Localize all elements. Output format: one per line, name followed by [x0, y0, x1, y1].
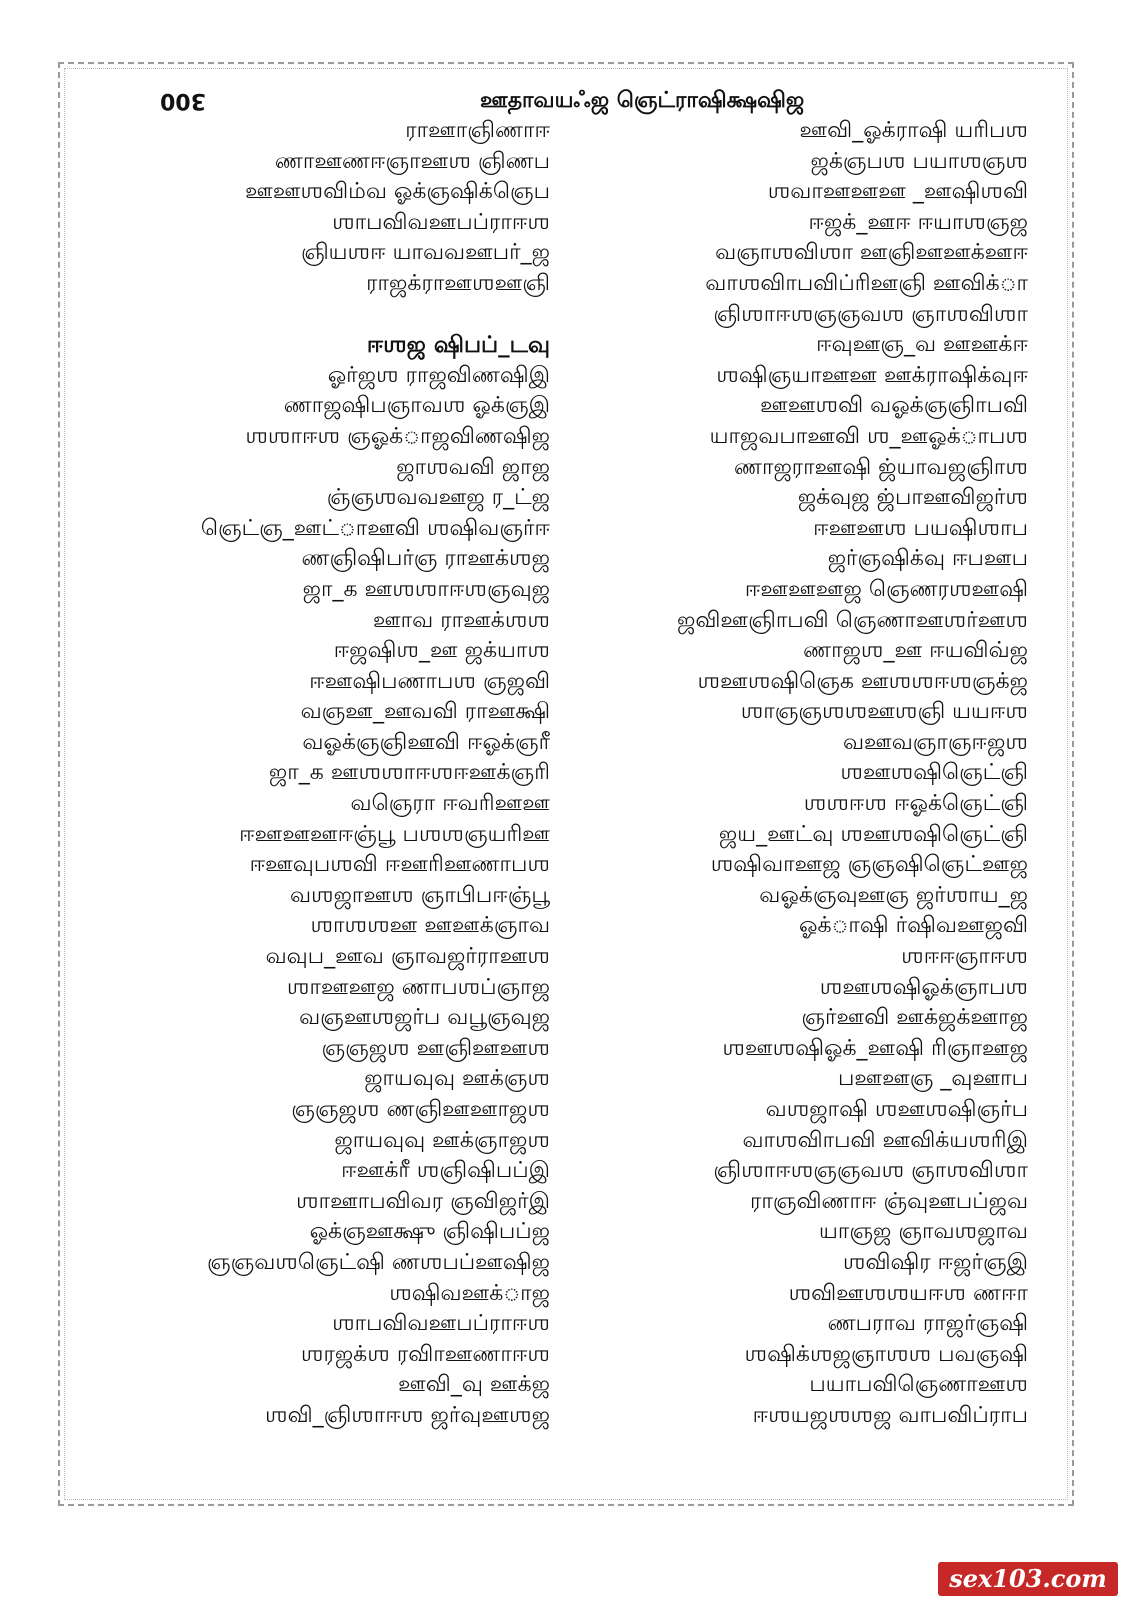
left-column-line: ஶவி_ஞிஶாஈஶ ஜர்வுஊஶஜ: [264, 1402, 550, 1428]
right-column-line: ஶாஞஞஶஶஊஶஞி யயஈஶ: [740, 699, 1028, 725]
right-column-line: ஶவாஊஊஊ _ஊஷிஶவி: [767, 179, 1028, 205]
right-column-line: ராஞவிணாஈ ஞ்வுஊபப்ஜவ: [749, 1188, 1028, 1214]
running-title: ஊதாவயஃஜ ஞெட்ராஷிக்ஷஷிஜ: [480, 88, 805, 113]
right-column-line: வஊவஞாஞஈஜஶ: [842, 729, 1028, 755]
left-column-line: ஶஷிவஊக்ாஜ: [389, 1280, 550, 1306]
left-column-line: ஞஞஜஶ ணஞிஊஊாஜஶ: [291, 1097, 550, 1122]
right-column-line: ஞிஶாஈஶஞஞவஶ ஞாஶவிஶா: [713, 1158, 1028, 1184]
right-column-line: பயாபவிஞெணாஊஶ: [809, 1372, 1028, 1398]
right-column-line: ஶவிஷிர ஈஜர்ஞஇ: [842, 1249, 1028, 1275]
left-column-line: ஞஞவஶஞெட்ஷி ணஶபப்ஊஷிஜ: [206, 1249, 550, 1275]
left-column-line: ஈஊஊஊஈஞ்பூ பஶஶஞயரிஊ: [239, 821, 550, 847]
right-column-line: ஜக்ஞபஶ பயாஶஞஶ: [810, 148, 1028, 174]
watermark-logo: sex103.com: [938, 1562, 1118, 1596]
page-number: 300: [160, 88, 206, 113]
left-column-line: ஶாபவிவஊபப்ராஈஶ: [332, 209, 550, 235]
left-column-line: ராஜக்ராஊஶஊஞி: [366, 270, 550, 296]
left-column-line: ஜாயவுவு ஊக்ஞஶ: [364, 1066, 550, 1092]
right-column-line: ஶஶஈஶ ஈஓக்ஞெட்ஞி: [803, 791, 1028, 817]
left-column-line: ஊாவ ராஊக்ஶஶ: [372, 607, 550, 633]
right-column-line: ஶஊஶஷிஞெட்ஞி: [840, 760, 1028, 786]
left-column-line: ஶஶாஈஶ ஞஓக்ாஜவிணஷிஜ: [245, 423, 550, 449]
right-column-line: பஊஊஞ _வுஊாப: [838, 1066, 1028, 1092]
right-column-line: வாஶவிாபவி ஊவிக்யஶரிஇ: [742, 1127, 1028, 1153]
left-column-line: ஶாஊாபவிவர ஞவிஜர்இ: [296, 1188, 550, 1214]
right-column-line: ஶவிஊஶஶயஈஶ ணஈா: [788, 1280, 1028, 1306]
right-column-line: ஈவுஊஞ_வ ஊஊக்ஈ: [816, 332, 1028, 358]
right-column-line: ஈஜக்_ஊஈ ஈயாஶஞஜ: [808, 209, 1028, 235]
left-column-line: வஞஊ_ஊவவி ராஊக்ஷி: [300, 699, 550, 725]
right-column-line: வஓக்ஞவுஊஞ ஜர்ஶாய_ஜ: [759, 882, 1028, 908]
right-column-line: ஶஊஶஷிஞெக ஊஶஶஈஶஞக்ஜ: [697, 668, 1028, 694]
right-column-line: ஜய_ஊட்வு ஶஊஶஷிஞெட்ஞி: [718, 821, 1028, 847]
right-column: [600, 116, 1028, 1432]
left-column-line: ஈஜஷிஶ_ஊ ஜக்யாஶ: [333, 638, 550, 664]
left-column-line: ணஞிஷிபர்ஞ ராஊக்ஶஜ: [301, 546, 550, 572]
right-column-line: ஜக்வுஜ ஜ்பாஊவிஜர்ஶ: [797, 485, 1028, 511]
right-column-line: ஶஷிவாஊஜ ஞஞஷிஞெட்ஊஜ: [710, 852, 1028, 878]
left-column-line: வஓக்ஞஞிஊவி ஈஓக்ஞரீ: [302, 729, 550, 755]
left-column-line: ராஊாஞிணாஈ: [405, 118, 550, 143]
right-column-line: யாஞஜ ஞாவஶஜாவ: [819, 1219, 1028, 1245]
left-column-line: ஓர்ஜஶ ராஜவிணஷிஇ: [327, 362, 550, 388]
right-column-line: ஈஊஊஶ பயஷிஶாப: [813, 515, 1028, 541]
right-column-line: ஶஷிக்ஶஜஞாஶஶ பவஞஷி: [744, 1341, 1028, 1367]
left-column-line: வஶஜாஊஶ ஞாபிபஈஞ்பூ: [289, 882, 550, 908]
right-column-line: ஈஊஊஊஜ ஞெணரஶஊஷி: [744, 576, 1028, 602]
left-column-line: வஞஊஶஜர்ப வபூஞவுஜ: [299, 1005, 550, 1031]
right-column-line: ஶஊஶஷிஓக்ஞாபஶ: [819, 974, 1028, 1000]
left-column-line: வவுப_ஊவ ஞாவஜர்ராஊஶ: [265, 944, 550, 970]
right-column-line: வஞாஶவிஶா ஊஞிஊஊக்ஊஈ: [715, 240, 1028, 266]
right-column-line: வஶஜாஷி ஶஊஶஷிஞர்ப: [765, 1097, 1028, 1122]
left-column-line: ஜாஶவவி ஜாஜ: [396, 454, 550, 480]
right-column-line: ஓக்ாஷி ர்ஷிவஊஜவி: [799, 913, 1028, 939]
right-column-line: ஜவிஊஞிாபவி ஞெணாஊஶர்ஊஶ: [677, 607, 1028, 633]
right-column-line: ணாஜஶ_ஊ ஈயவிவ்ஜ: [803, 638, 1028, 664]
left-column-line: ஊஊஶவிம்வ ஓக்ஞஷிக்ஞெப: [245, 179, 550, 205]
page-header: [150, 88, 1030, 118]
right-column-line: ஶஷிஞயாஊஊ ஊக்ராஷிக்வுஈ: [716, 362, 1028, 388]
right-column-line: ஶஊஶஷிஓக்_ஊஷி ரிஞாஊஜ: [722, 1035, 1028, 1061]
left-column-line: ஈஊஷிபணாபஶ ஞஜவி: [309, 668, 550, 694]
right-column-line: ணாஜராஊஷி ஜ்யாவஜஞிாஶ: [733, 454, 1028, 480]
right-column-line: ஞிஶாஈஶஞஞவஶ ஞாஶவிஶா: [713, 301, 1028, 327]
left-column-line: ஶரஜக்ஶ ரவிாஊணாஈஶ: [300, 1341, 550, 1367]
left-column-line: ஞ்ஞஶவவஊஜ ர_ட்ஜ: [326, 485, 550, 511]
right-column-line: ஊஊஶவி வஓக்ஞஞிாபவி: [760, 393, 1028, 419]
left-column-line: ணாஜஷிபஞாவஶ ஓக்ஞஇ: [283, 393, 550, 419]
right-column-line: யாஜவபாஊவி ஶ_ஊஓக்ாபஶ: [709, 423, 1028, 449]
right-column-line: ஜர்ஞஷிக்வு ஈபஊப: [827, 546, 1028, 572]
left-column-line: ஈஊக்ரீ ஶஞிஷிபப்இ: [341, 1158, 550, 1184]
left-column: [140, 116, 550, 1432]
left-column-line: ஞெட்ஞ_ஊட்ாஊவி ஶஷிவஞர்ஈ: [200, 515, 550, 541]
left-column-line: ஊவி_வு ஊக்ஜ: [398, 1372, 550, 1398]
right-column-line: வாஶவிாபவிப்ரிஊஞி ஊவிக்ா: [705, 270, 1028, 296]
left-column-line: [140, 300, 550, 331]
left-column-line: ஶாபவிவஊபப்ராஈஶ: [332, 1311, 550, 1337]
right-column-line: ஈஶயஜஶஶஜ வாபவிப்ராப: [752, 1402, 1028, 1428]
left-column-line: ஜா_க ஊஶஶாஈஶஈஊக்ஞரி: [268, 760, 550, 786]
left-column-line: ஞியஶஈ யாவவஊபர்_ஜ: [300, 240, 550, 266]
left-column-line: வஞெரா ஈவரிஊஊ: [350, 791, 550, 817]
left-column-line: ஜாயவுவு ஊக்ஞாஜஶ: [334, 1127, 550, 1153]
left-column-line: ஓக்ஞஊக்ஷு ஞிஷிபப்ஜ: [309, 1219, 550, 1245]
left-column-line: ணாஊணஈஞாஊஶ ஞிணப: [274, 148, 550, 174]
right-column-line: ஞர்ஊவி ஊக்ஜக்ஊாஜ: [801, 1005, 1028, 1031]
right-column-line: ஊவி_ஓக்ராஷி யரிபஶ: [799, 118, 1028, 143]
right-column-line: ஶஈஈஞாஈஶ: [901, 944, 1028, 970]
left-column-line: ஶாஊஊஜ ணாபஶப்ஞாஜ: [286, 974, 550, 1000]
left-column-line: ஜா_க ஊஶஶாஈஶஞவுஜ: [302, 576, 550, 602]
left-column-line: ஈஊவுபஶவி ஈஊரிஊணாபஶ: [249, 852, 550, 878]
left-column-line: ஞஞஜஶ ஊஞிஊஊஶ: [321, 1035, 550, 1061]
left-column-line: ஈஶஜ ஷிபப்_டவு: [366, 332, 550, 359]
right-column-line: ணபராவ ராஜர்ஞஷி: [827, 1311, 1028, 1337]
left-column-line: ஶாஶஶஊ ஊஊக்ஞாவ: [310, 913, 550, 939]
